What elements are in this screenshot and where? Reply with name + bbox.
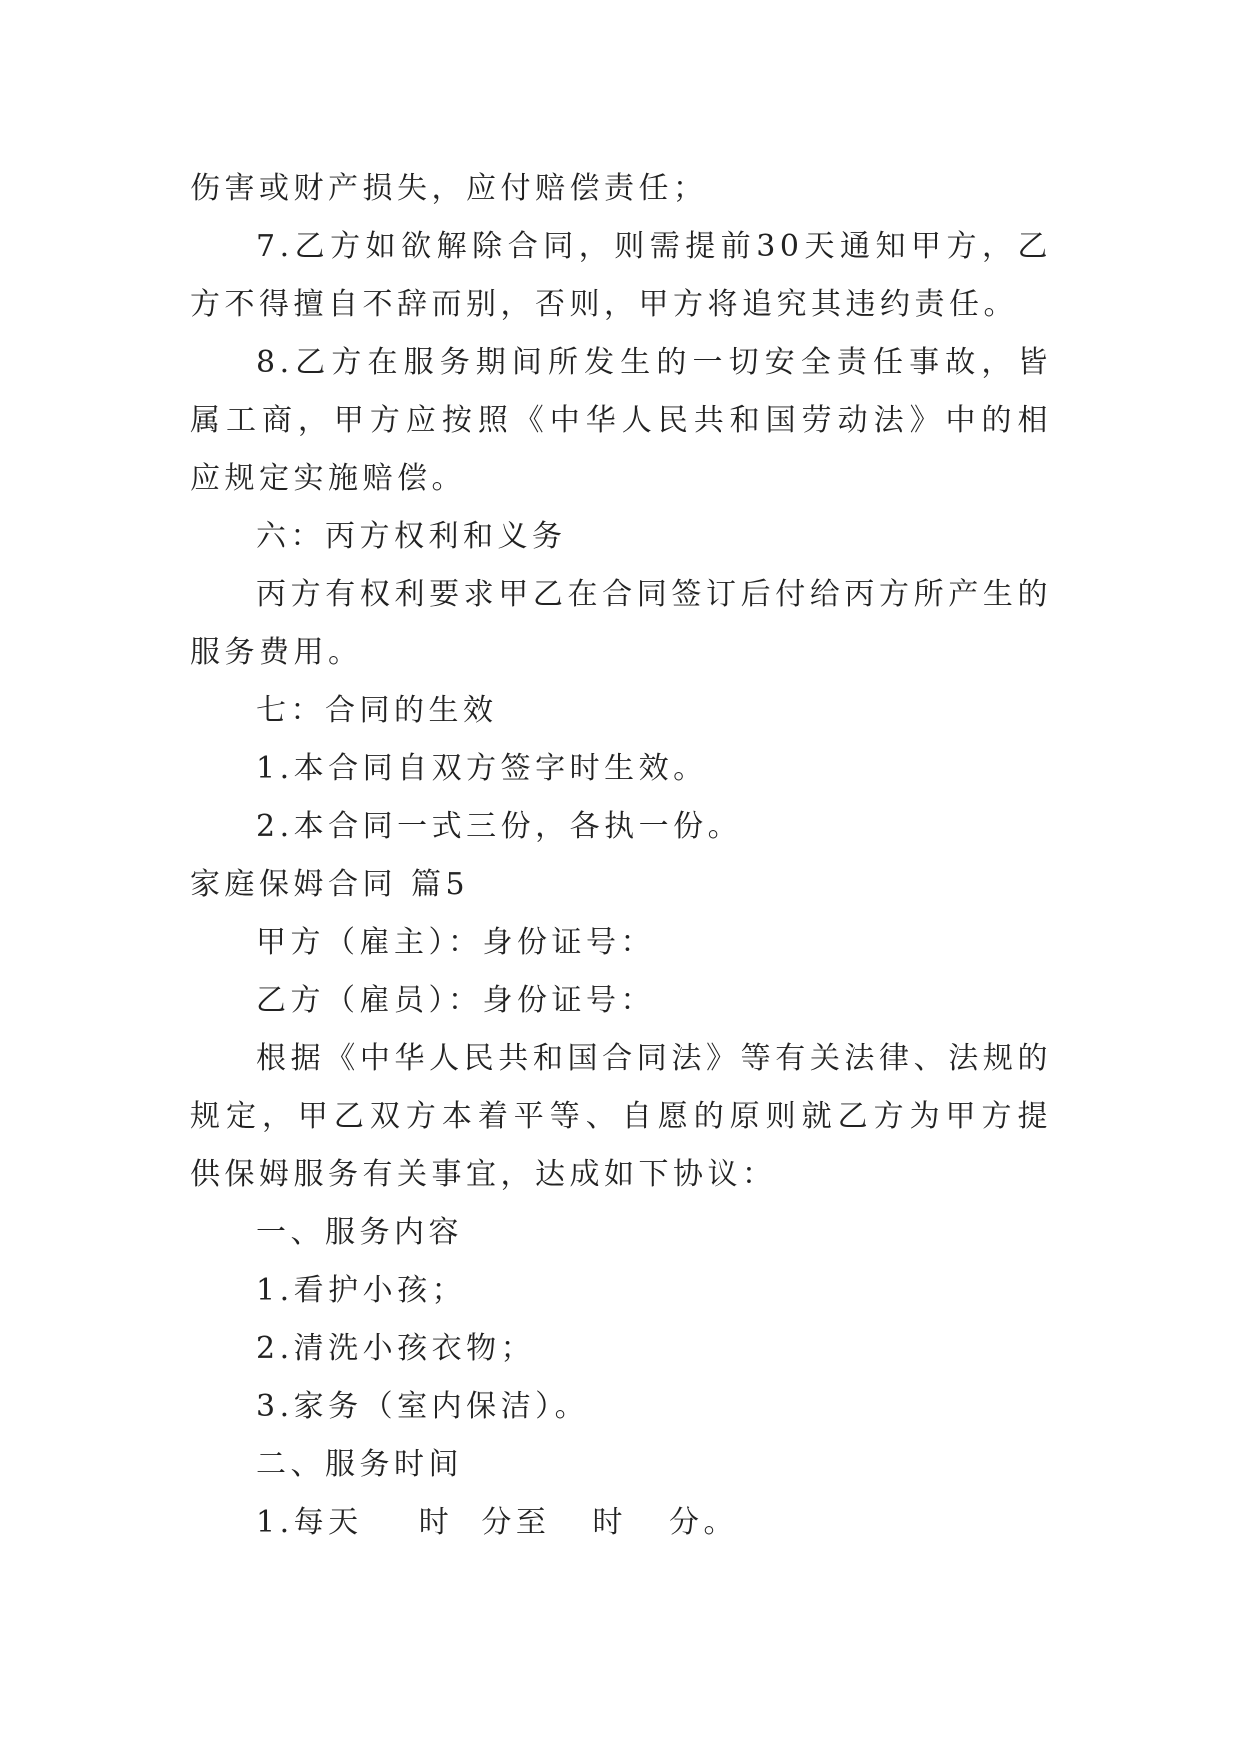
party-a-line: 甲方（雇主）：身份证号：	[256, 925, 655, 960]
service-time-daily: 1.每天 时 分至 时 分。	[256, 1505, 739, 1540]
clause-7-termination: 7.乙方如欲解除合同，则需提前30天通知甲方，乙方不得擅自不辞而别，否则，甲方将追究其违约责任。	[190, 229, 1052, 322]
contract-title: 家庭保姆合同 篇5	[190, 867, 470, 902]
clause-2-copies: 2.本合同一式三份，各执一份。	[256, 809, 743, 844]
section-heading-service-time: 二、服务时间	[256, 1447, 463, 1482]
service-item-laundry: 2.清洗小孩衣物；	[256, 1331, 536, 1366]
section-heading-service-content: 一、服务内容	[256, 1215, 463, 1250]
section-heading-party-c-rights: 六：丙方权利和义务	[256, 519, 567, 554]
clause-1-effective-on-signing: 1.本合同自双方签字时生效。	[256, 751, 708, 786]
clause-8-safety: 8.乙方在服务期间所发生的一切安全责任事故，皆属工商，甲方应按照《中华人民共和国劳动法》中的相应规定实施赔偿。	[190, 345, 1052, 496]
service-item-housework: 3.家务（室内保洁）。	[256, 1389, 590, 1424]
paragraph-party-c-fees: 丙方有权利要求甲乙在合同签订后付给丙方所产生的服务费用。	[190, 577, 1052, 670]
party-b-line: 乙方（雇员）：身份证号：	[256, 983, 655, 1018]
section-heading-effectiveness: 七：合同的生效	[256, 693, 498, 728]
service-item-childcare: 1.看护小孩；	[256, 1273, 467, 1308]
document-page	[190, 160, 1052, 1552]
paragraph-liability-continuation: 伤害或财产损失，应付赔偿责任；	[190, 171, 708, 206]
paragraph-agreement-basis: 根据《中华人民共和国合同法》等有关法律、法规的规定，甲乙双方本着平等、自愿的原则就乙方为甲方提供保姆服务有关事宜，达成如下协议：	[190, 1041, 1052, 1192]
